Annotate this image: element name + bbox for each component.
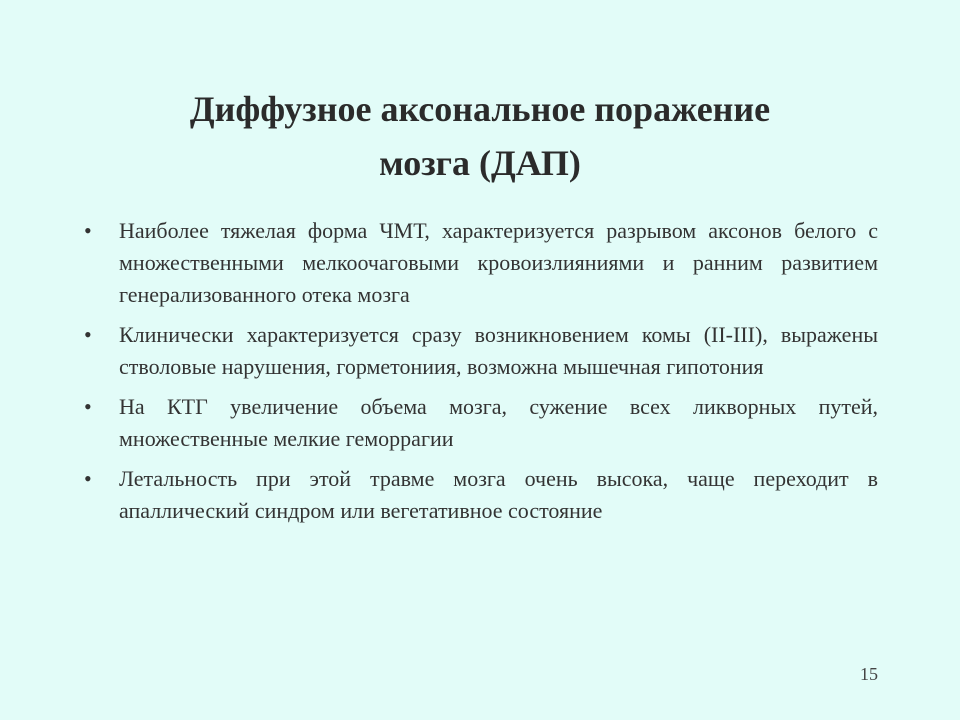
bullet-mark: • bbox=[84, 218, 92, 243]
bullet-item-1 bbox=[84, 215, 878, 311]
bullet-item-4 bbox=[84, 463, 878, 527]
bullet-text-1: Наиболее тяжелая форма ЧМТ, характеризуется разрывом аксонов белого с множественными мелкоочаговыми кровоизлияниями и ранним развитием генерализованного отека мозга bbox=[119, 218, 878, 307]
bullet-mark: • bbox=[84, 466, 92, 491]
page-number: 15 bbox=[860, 664, 878, 684]
slide-title-line-1: Диффузное аксональное поражение bbox=[189, 89, 771, 130]
bullet-mark: • bbox=[84, 322, 92, 347]
slide-title-line-2: мозга (ДАП) bbox=[379, 143, 581, 184]
bullet-item-3 bbox=[84, 391, 878, 455]
bullet-list bbox=[84, 215, 878, 535]
bullet-text-2: Клинически характеризуется сразу возникновением комы (II-III), выражены стволовые нарушения, горметониия, возможна мышечная гипотония bbox=[119, 322, 878, 379]
bullet-text-3: На КТГ увеличение объема мозга, сужение всех ликворных путей, множественные мелкие геморрагии bbox=[119, 394, 878, 451]
bullet-mark: • bbox=[84, 394, 92, 419]
bullet-item-2 bbox=[84, 319, 878, 383]
bullet-text-4: Летальность при этой травме мозга очень высока, чаще переходит в апаллический синдром или вегетативное состояние bbox=[119, 466, 878, 523]
slide-title bbox=[80, 82, 880, 190]
